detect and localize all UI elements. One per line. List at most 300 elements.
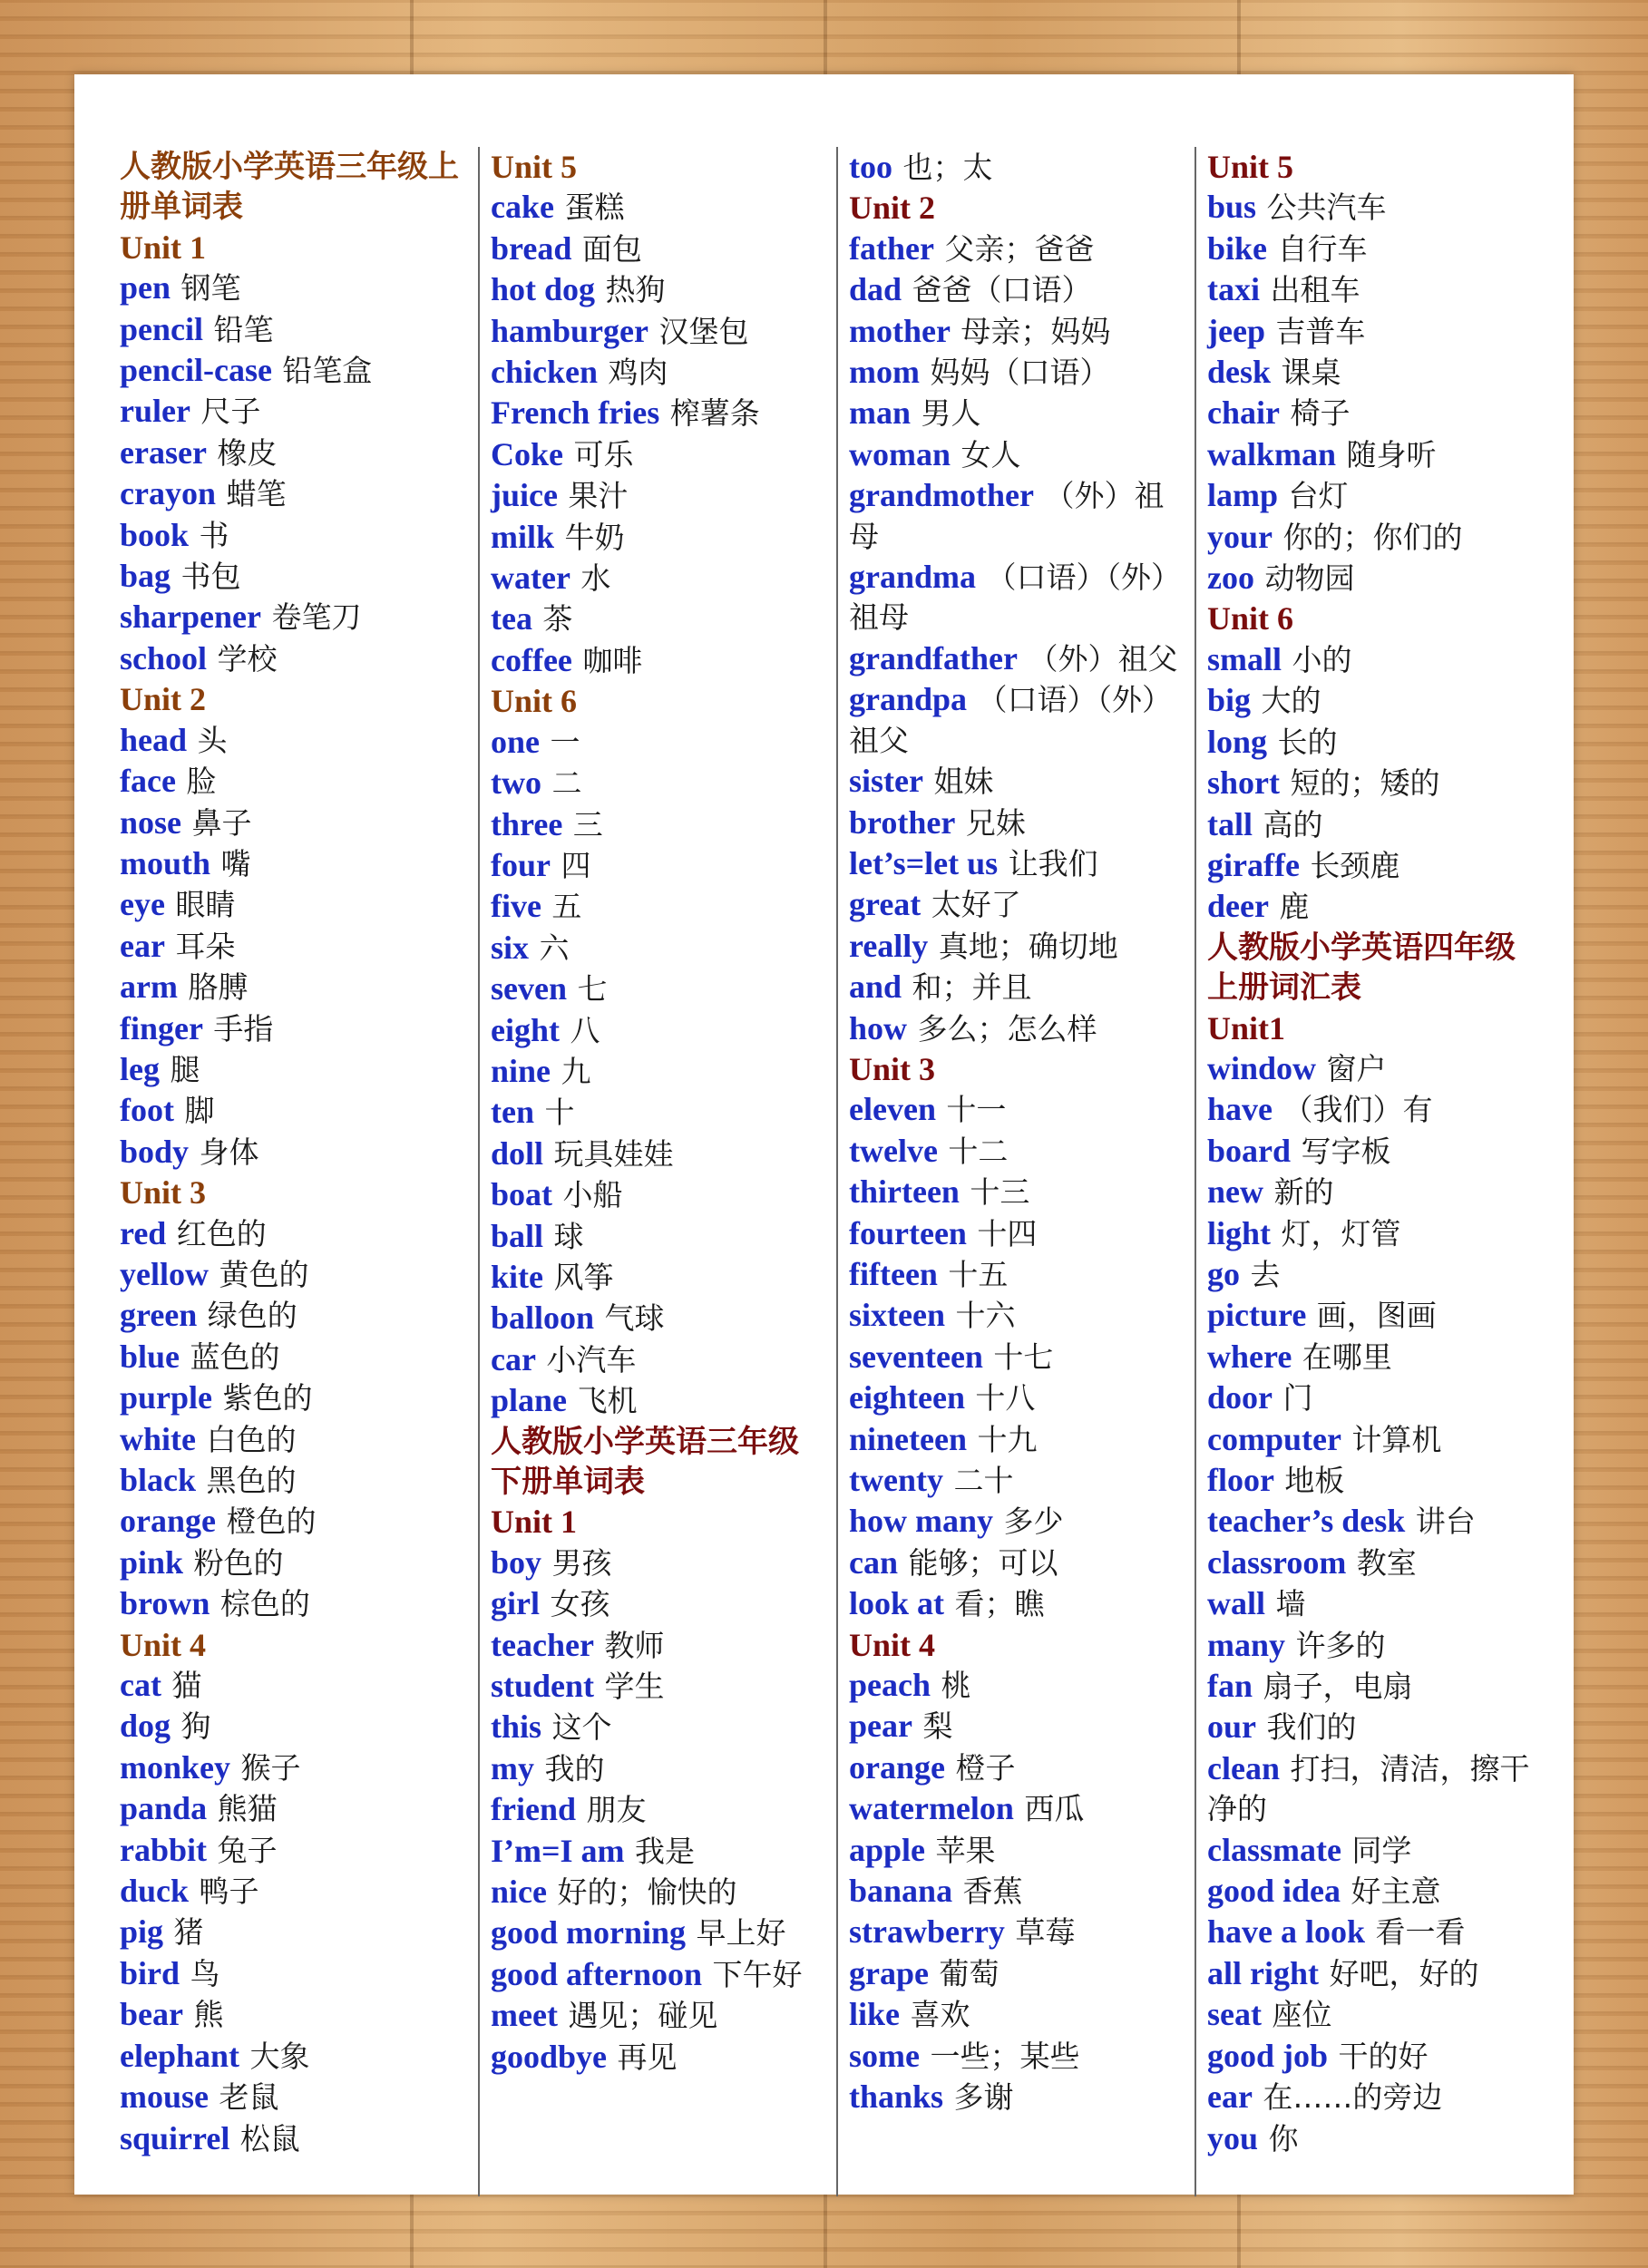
english-word: elephant <box>120 2037 240 2074</box>
english-word: body <box>120 1133 190 1170</box>
vocab-entry <box>1207 1583 1546 1624</box>
column-2 <box>478 147 836 2196</box>
english-word: chicken <box>491 354 599 391</box>
vocab-entry <box>849 393 1187 433</box>
column-4 <box>1195 147 1553 2196</box>
english-word: squirrel <box>120 2119 230 2156</box>
chinese-meaning: 小船 <box>562 1177 623 1213</box>
english-word: can <box>849 1543 898 1581</box>
vocab-entry <box>120 967 471 1007</box>
english-word: bag <box>120 558 171 595</box>
english-word: where <box>1207 1338 1292 1375</box>
vocab-entry <box>849 1871 1187 1912</box>
vocab-entry <box>849 1501 1187 1542</box>
chinese-meaning: 大的 <box>1261 683 1321 719</box>
chinese-meaning: 太好了 <box>931 887 1021 923</box>
chinese-meaning: 紫色的 <box>222 1380 313 1416</box>
vocab-entry <box>1207 2077 1546 2117</box>
chinese-meaning: 二 <box>551 765 582 802</box>
chinese-meaning: 长的 <box>1277 724 1338 760</box>
english-word: zoo <box>1207 560 1254 597</box>
vocab-entry <box>1207 311 1546 352</box>
english-word: car <box>491 1340 536 1377</box>
vocab-entry <box>849 1213 1187 1254</box>
vocab-entry <box>1207 1830 1546 1871</box>
chinese-meaning: 橙子 <box>955 1749 1016 1786</box>
vocab-entry <box>849 311 1187 352</box>
vocab-entry <box>1207 1131 1546 1172</box>
unit-heading: Unit 4 <box>849 1626 936 1663</box>
chinese-meaning: 公共汽车 <box>1266 190 1387 226</box>
english-word: eleven <box>849 1091 936 1128</box>
english-word: have <box>1207 1091 1273 1128</box>
vocab-entry <box>120 1419 471 1460</box>
english-word: have a look <box>1207 1913 1366 1951</box>
english-word: good idea <box>1207 1873 1341 1910</box>
vocabulary-sheet <box>74 74 1574 2195</box>
english-word: teacher’s desk <box>1207 1503 1406 1540</box>
chinese-meaning: （我们）有 <box>1282 1092 1433 1128</box>
english-word: mom <box>849 354 920 391</box>
vocab-entry <box>491 1872 829 1913</box>
english-word: teacher <box>491 1626 594 1663</box>
vocab-entry <box>120 1090 471 1131</box>
vocab-entry <box>1207 1295 1546 1336</box>
chinese-meaning: 鸡肉 <box>608 355 668 391</box>
vocab-entry <box>120 1871 471 1912</box>
chinese-meaning: 十三 <box>970 1174 1030 1211</box>
english-word: good morning <box>491 1914 687 1952</box>
vocab-entry <box>849 475 1187 557</box>
vocab-entry <box>120 843 471 884</box>
vocab-entry <box>1207 1994 1546 2035</box>
english-word: some <box>849 2037 920 2074</box>
chinese-meaning: 椅子 <box>1290 395 1351 432</box>
vocab-entry <box>849 1747 1187 1788</box>
english-word: water <box>491 560 570 597</box>
chinese-meaning: 讲台 <box>1415 1504 1476 1540</box>
chinese-meaning: 在……的旁边 <box>1263 2079 1443 2116</box>
vocab-entry <box>491 1913 829 1953</box>
chinese-meaning: 大象 <box>249 2038 310 2074</box>
english-word: ear <box>1207 2078 1253 2116</box>
vocab-entry <box>120 2036 471 2077</box>
vocab-entry <box>120 515 471 556</box>
chinese-meaning: 手指 <box>213 1010 274 1046</box>
english-word: four <box>491 846 551 883</box>
english-word: brother <box>849 803 956 841</box>
vocab-entry <box>849 1788 1187 1829</box>
english-word: panda <box>120 1790 208 1827</box>
vocab-entry <box>1207 1953 1546 1994</box>
vocab-entry <box>1207 1748 1546 1830</box>
chinese-meaning: 四 <box>561 847 591 883</box>
english-word: duck <box>120 1873 190 1910</box>
vocab-entry <box>1207 229 1546 269</box>
vocab-entry <box>849 1953 1187 1994</box>
vocab-entry <box>1207 845 1546 886</box>
vocab-entry <box>849 1008 1187 1049</box>
vocab-entry <box>120 1295 471 1336</box>
vocab-entry <box>849 1543 1187 1583</box>
chinese-meaning: 墙 <box>1275 1586 1306 1622</box>
english-word: kite <box>491 1258 543 1295</box>
chinese-meaning: 白色的 <box>206 1421 297 1457</box>
vocab-entry <box>1207 1912 1546 1952</box>
english-word: apple <box>849 1831 926 1868</box>
vocab-entry <box>120 884 471 925</box>
english-word: orange <box>849 1748 945 1786</box>
chinese-meaning: 自行车 <box>1277 230 1368 267</box>
english-word: board <box>1207 1132 1292 1169</box>
chinese-meaning: 九 <box>561 1053 591 1089</box>
english-word: nineteen <box>849 1420 967 1457</box>
english-word: ten <box>491 1094 534 1131</box>
chinese-meaning: 你的；你们的 <box>1282 519 1463 555</box>
vocab-entry <box>1207 1337 1546 1377</box>
vocab-entry <box>491 393 829 433</box>
english-word: eye <box>120 886 165 923</box>
vocab-entry <box>491 1831 829 1872</box>
chinese-meaning: 和；并且 <box>912 969 1032 1006</box>
vocab-entry <box>1207 1666 1546 1707</box>
chinese-meaning: 写字板 <box>1301 1133 1391 1169</box>
vocab-entry <box>1207 1460 1546 1501</box>
vocab-entry <box>491 845 829 886</box>
chinese-meaning: 棕色的 <box>219 1586 310 1622</box>
vocab-entry <box>1207 187 1546 228</box>
chinese-meaning: 好主意 <box>1351 1874 1441 1910</box>
english-word: black <box>120 1462 197 1498</box>
chinese-meaning: 书包 <box>180 559 241 595</box>
chinese-meaning: 多少 <box>1003 1504 1064 1540</box>
chinese-meaning: 卷笔刀 <box>271 599 362 636</box>
chinese-meaning: 多谢 <box>953 2079 1014 2116</box>
english-word: classroom <box>1207 1543 1347 1581</box>
chinese-meaning: 灯，灯管 <box>1281 1215 1401 1251</box>
english-word: seven <box>491 970 567 1007</box>
chinese-meaning: 水 <box>580 560 611 597</box>
english-word: new <box>1207 1173 1263 1211</box>
chinese-meaning: 你 <box>1268 2120 1299 2156</box>
chinese-meaning: 熊猫 <box>217 1791 278 1827</box>
chinese-meaning: 桃 <box>941 1668 971 1704</box>
chinese-meaning: 钢笔 <box>180 270 241 307</box>
vocab-entry <box>849 1912 1187 1952</box>
english-word: peach <box>849 1667 931 1704</box>
english-word: like <box>849 1996 901 2033</box>
chinese-meaning: 许多的 <box>1295 1627 1386 1663</box>
english-word: short <box>1207 764 1280 802</box>
english-word: grandfather <box>849 639 1018 677</box>
english-word: grandmother <box>849 477 1034 514</box>
vocab-entry <box>491 352 829 393</box>
english-word: classmate <box>1207 1831 1341 1868</box>
vocab-entry <box>120 720 471 761</box>
english-word: coffee <box>491 641 572 678</box>
english-word: sixteen <box>849 1297 945 1334</box>
column-1 <box>120 147 478 2196</box>
chinese-meaning: 男人 <box>921 395 981 432</box>
chinese-meaning: 五 <box>551 889 582 925</box>
vocab-entry <box>849 761 1187 802</box>
vocab-entry <box>491 928 829 969</box>
english-word: sharpener <box>120 599 261 636</box>
vocab-entry <box>1207 1254 1546 1295</box>
chinese-meaning: 我们的 <box>1266 1709 1357 1746</box>
chinese-meaning: 下午好 <box>712 1956 803 1992</box>
vocab-entry <box>849 1131 1187 1172</box>
english-word: eight <box>491 1011 560 1048</box>
vocab-entry <box>120 2077 471 2117</box>
english-word: man <box>849 394 912 432</box>
unit-heading: Unit 6 <box>491 683 578 720</box>
chinese-meaning: 飞机 <box>577 1383 638 1419</box>
english-word: father <box>849 229 934 267</box>
chinese-meaning: 玩具娃娃 <box>553 1135 674 1172</box>
english-word: many <box>1207 1626 1286 1663</box>
chinese-meaning: 梨 <box>922 1708 953 1745</box>
english-word: meet <box>491 1997 558 2034</box>
vocab-entry <box>1207 1707 1546 1747</box>
chinese-meaning: 随身听 <box>1346 436 1437 472</box>
vocab-entry <box>1207 680 1546 721</box>
vocab-entry <box>849 1419 1187 1460</box>
english-word: floor <box>1207 1462 1274 1498</box>
english-word: friend <box>491 1791 576 1828</box>
english-word: how many <box>849 1503 994 1540</box>
english-word: hamburger <box>491 312 648 349</box>
unit-heading: Unit 4 <box>120 1626 207 1663</box>
vocab-entry <box>491 763 829 803</box>
unit-heading: Unit 3 <box>849 1050 936 1087</box>
chinese-meaning: 扇子，电扇 <box>1263 1669 1413 1705</box>
vocab-entry <box>1207 517 1546 558</box>
english-word: jeep <box>1207 312 1265 349</box>
vocab-entry <box>849 803 1187 843</box>
chinese-meaning: 教室 <box>1356 1544 1417 1581</box>
vocab-entry <box>849 1460 1187 1501</box>
english-word: head <box>120 721 188 758</box>
chinese-meaning: 打扫，清洁，擦干净的 <box>1207 1750 1530 1827</box>
unit-heading: Unit 6 <box>1207 600 1294 638</box>
english-word: ball <box>491 1217 544 1254</box>
vocab-entry <box>849 1994 1187 2035</box>
vocab-entry <box>120 1706 471 1747</box>
english-word: Coke <box>491 435 563 472</box>
english-word: nice <box>491 1874 547 1911</box>
english-word: tall <box>1207 805 1253 842</box>
english-word: good job <box>1207 2037 1329 2074</box>
vocab-entry <box>120 1747 471 1788</box>
chinese-meaning: 橙色的 <box>226 1504 317 1540</box>
chinese-meaning: 这个 <box>551 1709 612 1746</box>
english-word: seat <box>1207 1996 1262 2033</box>
vocab-entry <box>120 1665 471 1706</box>
english-word: good afternoon <box>491 1955 702 1992</box>
english-word: bread <box>491 229 572 267</box>
english-word: boy <box>491 1543 542 1581</box>
vocab-entry <box>1207 639 1546 680</box>
vocab-entry <box>849 884 1187 925</box>
vocab-entry <box>849 1295 1187 1336</box>
vocab-entry <box>849 2036 1187 2077</box>
vocab-entry <box>1207 1419 1546 1460</box>
english-word: chair <box>1207 394 1280 432</box>
english-word: fan <box>1207 1668 1253 1705</box>
vocab-entry <box>120 597 471 638</box>
vocab-entry <box>120 1501 471 1542</box>
chinese-meaning: 猫 <box>171 1668 202 1704</box>
english-word: wall <box>1207 1585 1266 1622</box>
chinese-meaning: 苹果 <box>935 1832 996 1868</box>
english-word: book <box>120 516 190 553</box>
chinese-meaning: 出租车 <box>1270 272 1360 308</box>
vocab-entry <box>1207 475 1546 516</box>
vocab-entry <box>120 1213 471 1254</box>
vocab-entry <box>1207 1871 1546 1912</box>
unit-heading: Unit 2 <box>849 190 936 227</box>
vocab-entry <box>1207 886 1546 927</box>
chinese-meaning: 耳朵 <box>175 928 236 964</box>
chinese-meaning: 门 <box>1282 1380 1313 1416</box>
chinese-meaning: 蜡笔 <box>226 476 287 512</box>
vocab-entry <box>491 2037 829 2078</box>
chinese-meaning: 母亲；妈妈 <box>961 313 1111 349</box>
vocab-entry <box>491 1092 829 1133</box>
column-3 <box>836 147 1195 2196</box>
vocab-entry <box>849 2077 1187 2117</box>
vocab-entry <box>120 1788 471 1829</box>
vocab-entry <box>491 1010 829 1051</box>
english-word: green <box>120 1297 198 1334</box>
chinese-meaning: 热狗 <box>605 272 666 308</box>
vocab-entry <box>491 640 829 681</box>
vocab-entry <box>120 556 471 597</box>
chinese-meaning: 熊 <box>193 1997 224 2033</box>
vocab-entry <box>849 1254 1187 1295</box>
vocab-entry <box>491 1543 829 1583</box>
chinese-meaning: 课桌 <box>1281 355 1341 391</box>
chinese-meaning: 早上好 <box>696 1915 786 1952</box>
vocab-entry <box>849 843 1187 884</box>
vocab-entry <box>1207 763 1546 803</box>
vocab-entry <box>849 926 1187 967</box>
chinese-meaning: 六 <box>539 930 570 966</box>
english-word: desk <box>1207 354 1272 391</box>
chinese-meaning: 葡萄 <box>939 1955 1000 1991</box>
columns <box>120 147 1562 2196</box>
english-word: purple <box>120 1379 213 1416</box>
chinese-meaning: 也；太 <box>902 150 993 185</box>
vocab-entry <box>120 1460 471 1501</box>
english-word: goodbye <box>491 2038 608 2075</box>
chinese-meaning: 铅笔盒 <box>282 353 373 389</box>
chinese-meaning: 兔子 <box>217 1832 278 1868</box>
vocab-entry <box>491 1339 829 1380</box>
english-word: too <box>849 149 892 185</box>
section-title: 人教版小学英语四年级上册词汇表 <box>1207 929 1516 1007</box>
chinese-meaning: 让我们 <box>1008 845 1098 881</box>
vocab-entry <box>849 1172 1187 1212</box>
vocab-entry <box>1207 269 1546 310</box>
english-word: tea <box>491 600 532 638</box>
english-word: ear <box>120 927 165 964</box>
english-word: white <box>120 1420 196 1457</box>
english-word: let’s=let us <box>849 844 999 881</box>
english-word: thanks <box>849 2078 944 2116</box>
chinese-meaning: 三 <box>572 806 603 842</box>
chinese-meaning: 脸 <box>186 764 217 800</box>
chinese-meaning: 十九 <box>977 1421 1038 1457</box>
english-word: lamp <box>1207 477 1279 514</box>
english-word: thirteen <box>849 1173 960 1211</box>
chinese-meaning: 十八 <box>975 1380 1036 1416</box>
english-word: juice <box>491 477 558 514</box>
chinese-meaning: 能够；可以 <box>908 1544 1058 1581</box>
chinese-meaning: 十六 <box>955 1298 1016 1334</box>
chinese-meaning: 鸟 <box>190 1955 220 1991</box>
english-word: twelve <box>849 1132 938 1169</box>
vocab-entry <box>849 679 1187 761</box>
chinese-meaning: 一些；某些 <box>930 2038 1080 2074</box>
vocab-entry <box>491 1954 829 1995</box>
vocab-entry <box>491 1298 829 1338</box>
chinese-meaning: 鸭子 <box>199 1874 259 1910</box>
english-word: all right <box>1207 1954 1319 1991</box>
chinese-meaning: 榨薯条 <box>669 395 760 432</box>
vocab-entry <box>120 433 471 473</box>
chinese-meaning: 西瓜 <box>1024 1791 1085 1827</box>
english-word: two <box>491 764 541 802</box>
chinese-meaning: 一 <box>550 724 580 760</box>
english-word: watermelon <box>849 1790 1014 1827</box>
chinese-meaning: 再见 <box>617 2039 678 2075</box>
chinese-meaning: （外）祖父 <box>1028 640 1178 677</box>
vocab-entry <box>491 269 829 310</box>
chinese-meaning: 十二 <box>948 1133 1009 1169</box>
english-word: fourteen <box>849 1214 967 1251</box>
vocab-entry <box>120 803 471 843</box>
english-word: mother <box>849 312 951 349</box>
vocab-entry <box>491 229 829 269</box>
chinese-meaning: 蓝色的 <box>190 1338 280 1375</box>
english-word: cake <box>491 189 554 226</box>
english-word: our <box>1207 1708 1256 1746</box>
english-word: nose <box>120 803 182 841</box>
english-word: school <box>120 639 208 677</box>
unit-heading: Unit 5 <box>1207 149 1294 185</box>
chinese-meaning: 腿 <box>170 1051 200 1087</box>
vocab-entry <box>491 1134 829 1174</box>
vocab-entry <box>849 229 1187 269</box>
chinese-meaning: 狗 <box>180 1708 211 1745</box>
chinese-meaning: 女人 <box>961 436 1021 472</box>
english-word: dad <box>849 271 902 308</box>
vocab-entry <box>491 1707 829 1747</box>
english-word: brown <box>120 1585 210 1622</box>
english-word: grandpa <box>849 681 968 718</box>
english-word: red <box>120 1214 167 1251</box>
vocab-entry <box>1207 434 1546 475</box>
chinese-meaning: 好的；愉快的 <box>557 1874 737 1911</box>
chinese-meaning: 鼻子 <box>191 804 252 841</box>
chinese-meaning: 看一看 <box>1375 1914 1466 1951</box>
chinese-meaning: （外）祖母 <box>849 478 1165 554</box>
chinese-meaning: 黄色的 <box>219 1256 309 1292</box>
vocab-entry <box>1207 393 1546 433</box>
english-word: six <box>491 929 530 966</box>
